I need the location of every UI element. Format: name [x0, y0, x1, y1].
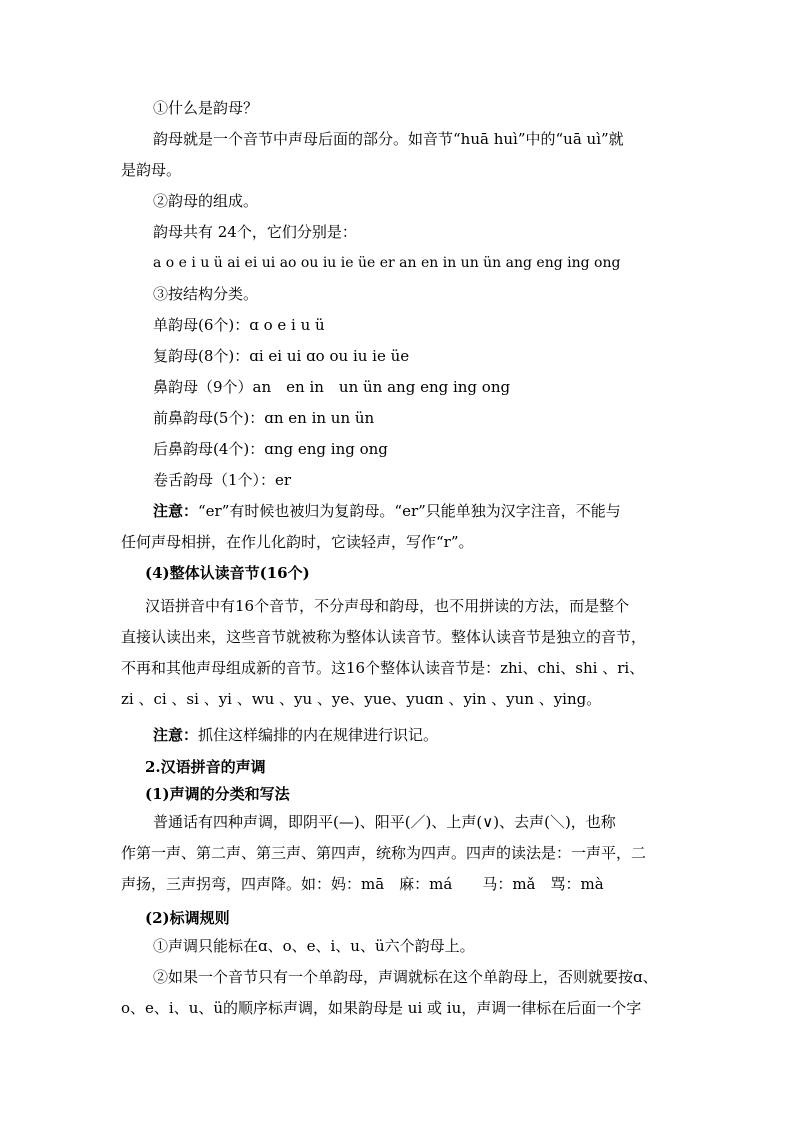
- note-label: 注意：: [153, 502, 199, 520]
- section-heading-whole-syllables: (4)整体认读音节(16个): [145, 564, 310, 582]
- paragraph-line: 不再和其他声母组成新的音节。这16个整体认读音节是：zhi、chi、shi 、ri、: [121, 659, 645, 677]
- note-label: 注意：: [153, 726, 199, 744]
- paragraph-line: o、e、i、u、ü的顺序标声调，如果韵母是 ui 或 iu，声调一律标在后面一个字: [121, 999, 642, 1017]
- note-text: “er”有时候也被归为复韵母。“er”只能单独为汉字注音，不能与: [198, 502, 621, 520]
- paragraph-line: 作第一声、第二声、第三声、第四声，统称为四声。四声的读法是：一声平，二: [121, 844, 647, 862]
- front-nasal-finals: 前鼻韵母(5个)：ɑn en in un ün: [153, 409, 375, 427]
- subsection-heading-tone-rules: (2)标调规则: [145, 909, 230, 927]
- paragraph-line: zi 、ci 、si 、yi 、wu 、yu 、ye、yue、yuɑn 、yin 、yun 、ying。: [121, 690, 602, 708]
- note-paragraph: [153, 501, 621, 521]
- heading-what-is-final: ①什么是韵母？: [153, 99, 259, 117]
- nasal-finals: 鼻韵母（9个）an en in un ün ang eng ing ong: [153, 378, 511, 396]
- paragraph-line: ②如果一个音节只有一个单韵母，声调就标在这个单韵母上，否则就要按ɑ、: [153, 968, 658, 986]
- finals-list: a o e i u ü ai ei ui ao ou iu ie üe er an en in un ün ang eng ing ong: [153, 255, 621, 271]
- compound-finals: 复韵母(8个)：ɑi ei ui ɑo ou iu ie üe: [153, 347, 410, 365]
- heading-composition: ②韵母的组成。: [153, 192, 259, 210]
- paragraph-line: 韵母就是一个音节中声母后面的部分。如音节“huā huì”中的“uā uì”就: [153, 130, 624, 148]
- section-heading-tones: 2.汉语拼音的声调: [145, 758, 266, 776]
- paragraph-line: 普通话有四种声调，即阴平(—)、阳平(／)、上声(∨)、去声(＼)，也称: [153, 813, 616, 831]
- paragraph-line: 任何声母相拼，在作儿化韵时，它读轻声，写作“r”。: [121, 533, 474, 551]
- paragraph-line: 韵母共有 24个，它们分别是：: [153, 223, 357, 241]
- back-nasal-finals: 后鼻韵母(4个)：ɑng eng ing ong: [153, 440, 388, 458]
- paragraph-line: 是韵母。: [121, 161, 182, 179]
- paragraph-line: 直接认读出来，这些音节就被称为整体认读音节。整体认读音节是独立的音节，: [121, 628, 647, 646]
- paragraph-line: 声扬，三声拐弯，四声降。如：妈：mā 麻：má 马：mǎ 骂：mà: [121, 875, 604, 893]
- simple-finals: 单韵母(6个)：ɑ o e i u ü: [153, 316, 325, 334]
- subsection-heading-tone-types: (1)声调的分类和写法: [145, 785, 290, 803]
- note-text: 抓住这样编排的内在规律进行识记。: [198, 726, 439, 744]
- retroflex-final: 卷舌韵母（1个）：er: [153, 471, 292, 489]
- paragraph-line: ①声调只能标在ɑ、o、e、i、u、ü六个韵母上。: [153, 937, 475, 955]
- note-paragraph: [153, 725, 438, 745]
- paragraph-line: 汉语拼音中有16个音节，不分声母和韵母，也不用拼读的方法，而是整个: [145, 597, 630, 615]
- heading-classification: ③按结构分类。: [153, 285, 259, 303]
